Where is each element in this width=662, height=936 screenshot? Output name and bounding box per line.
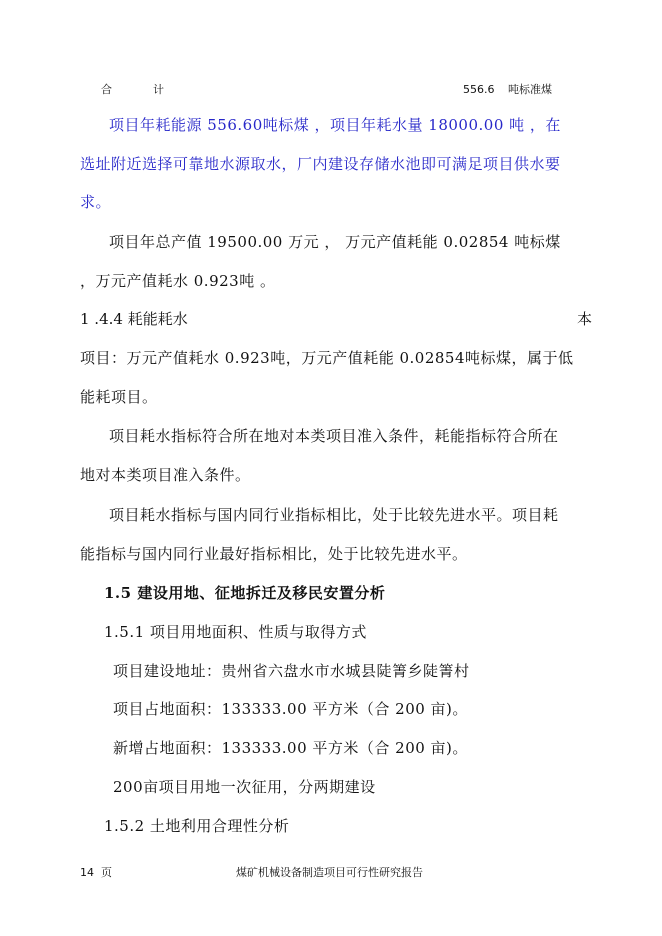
table-total-value: 556.6 [463, 83, 495, 96]
section-1-4-4-row [80, 308, 592, 330]
table-total-unit: 吨标准煤 [508, 83, 552, 96]
section-1-4-4-line-2: 项目：万元产值耗水 0.923吨，万元产值耗能 0.02854吨标煤，属于低 [80, 349, 574, 367]
energy-paragraph-line-3: 求。 [80, 193, 112, 211]
section-1-4-4-trailing-char: 本 [576, 310, 592, 328]
output-paragraph-line-2: ，万元产值耗水 0.923吨 。 [80, 272, 276, 290]
section-1-4-4-line-3: 能耗项目。 [80, 388, 158, 406]
energy-paragraph-line-2: 选址附近选择可靠地水源取水，厂内建设存储水池即可满足项目供水要 [80, 155, 561, 173]
section-1-5-2-heading: 1.5.2 土地利用合理性分析 [104, 817, 290, 835]
footer-page-unit: 页 [101, 866, 112, 879]
conditions-paragraph-line-1: 项目耗水指标符合所在地对本类项目准入条件，耗能指标符合所在 [109, 427, 559, 445]
site-address: 项目建设地址：贵州省六盘水市水城县陡箐乡陡箐村 [113, 662, 470, 680]
energy-paragraph-line-1: 项目年耗能源 556.60吨标煤 ，项目年耗水量 18000.00 吨 ，在 [109, 116, 561, 134]
table-total-label-2: 计 [153, 83, 164, 96]
footer-document-title: 煤矿机械设备制造项目可行性研究报告 [236, 866, 423, 879]
table-total-label-1: 合 [101, 83, 112, 96]
comparison-paragraph-line-2: 能指标与国内同行业最好指标相比，处于比较先进水平。 [80, 545, 468, 563]
land-area: 项目占地面积：133333.00 平方米（合 200 亩)。 [113, 700, 468, 718]
section-1-5-1-heading: 1.5.1 项目用地面积、性质与取得方式 [104, 623, 367, 641]
land-phases: 200亩项目用地一次征用，分两期建设 [113, 778, 376, 796]
conditions-paragraph-line-2: 地对本类项目准入条件。 [80, 466, 251, 484]
output-paragraph-line-1: 项目年总产值 19500.00 万元 ， 万元产值耗能 0.02854 吨标煤 [109, 233, 561, 251]
footer-page-number: 14 [80, 866, 94, 879]
section-1-5-heading: 1.5 建设用地、征地拆迁及移民安置分析 [104, 584, 386, 602]
comparison-paragraph-line-1: 项目耗水指标与国内同行业指标相比，处于比较先进水平。项目耗 [109, 506, 559, 524]
new-land-area: 新增占地面积：133333.00 平方米（合 200 亩)。 [113, 739, 468, 757]
section-1-4-4-heading: 1 .4.4 耗能耗水 [80, 310, 188, 328]
